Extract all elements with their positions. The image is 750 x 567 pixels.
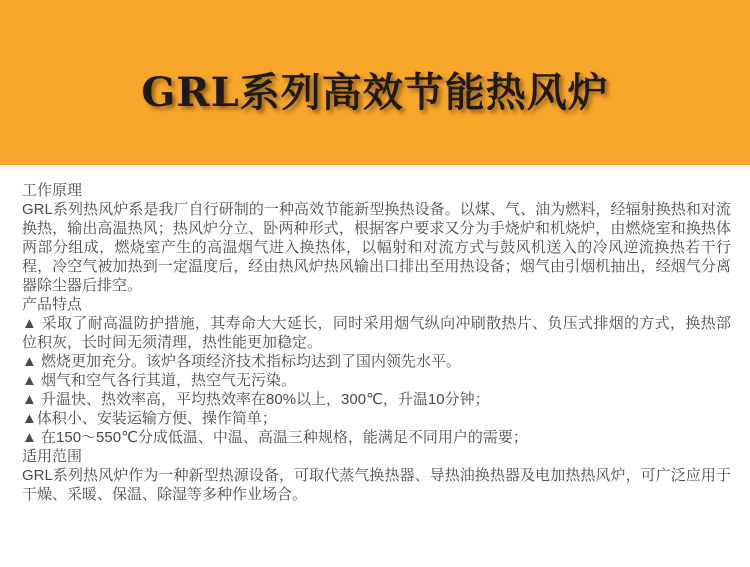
page-header: [0, 0, 750, 165]
feature-item: ▲ 燃烧更加充分。该炉各项经济技术指标均达到了国内领先水平。: [22, 353, 462, 370]
section-heading: 工作原理: [22, 182, 83, 199]
section-application-scope: [22, 447, 731, 504]
section-heading: 适用范围: [22, 448, 83, 465]
section-heading: 产品特点: [22, 296, 83, 313]
feature-item: ▲ 在150～550℃分成低温、中温、高温三种规格，能满足不同用户的需要；: [22, 429, 528, 446]
section-working-principle: [22, 181, 731, 295]
page-body: [0, 165, 750, 504]
section-paragraph: GRL系列热风炉系是我厂自行研制的一种高效节能新型换热设备。以煤、气、油为燃料，经辐射换热和对流换热，输出高温热风；热风炉分立、卧两种形式，根据客户要求又分为手烧炉和机烧炉，由燃烧室和换热体两部分组成，燃烧室产生的高温烟气进入换热体，以幅射和对流方式与鼓风机送入的冷风逆流换热若干行程，冷空气被加热到一定温度后，经由热风炉热风输出口排出至用热设备；烟气由引烟机抽出，经烟气分离器除尘器后排空。: [22, 201, 731, 294]
feature-item: ▲体积小、安装运输方便、操作简单；: [22, 410, 277, 427]
page-title: GRL系列高效节能热风炉: [141, 69, 609, 116]
feature-item: ▲ 升温快、热效率高，平均热效率在80%以上，300℃，升温10分钟；: [22, 391, 490, 408]
feature-item: ▲ 烟气和空气各行其道，热空气无污染。: [22, 372, 297, 389]
feature-item: ▲ 采取了耐高温防护措施，其寿命大大延长，同时采用烟气纵向冲刷散热片、负压式排烟的方式，换热部位积灰，长时间无须清理，热性能更加稳定。: [22, 315, 731, 351]
section-paragraph: GRL系列热风炉作为一种新型热源设备，可取代蒸气换热器、导热油换热器及电加热热风炉，可广泛应用于干燥、采暖、保温、除湿等多种作业场合。: [22, 467, 731, 503]
section-product-features: [22, 295, 731, 447]
